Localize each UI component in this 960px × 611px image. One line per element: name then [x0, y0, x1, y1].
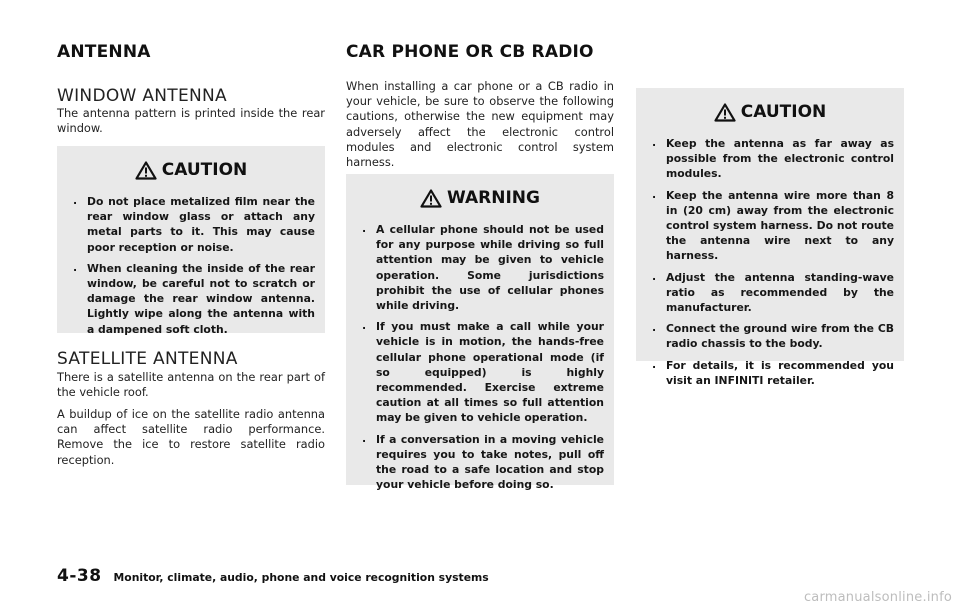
car-phone-intro: When installing a car phone or a CB radio in your vehicle, be sure to observe the following cautions, otherwise the new equipment may adversely affect the electronic control modules and electronic control system harness.	[346, 79, 614, 170]
watermark: carmanualsonline.info	[803, 590, 952, 605]
window-antenna-text: The antenna pattern is printed inside the rear window.	[57, 106, 325, 136]
caution-box-window	[57, 146, 325, 336]
antenna-heading: ANTENNA	[57, 42, 151, 62]
warning-item: . If a conversation in a moving vehicle requires you to take notes, pull off the road to a safe location and stop your vehicle before doing so.	[346, 432, 604, 493]
warning-box	[346, 174, 614, 492]
caution-title: CAUTION	[740, 102, 827, 122]
chapter-title: Monitor, climate, audio, phone and voice recognition systems	[113, 571, 489, 584]
caution-list	[57, 194, 325, 337]
page-number: 4-38	[57, 566, 102, 586]
caution-list	[636, 136, 904, 388]
caution-box-header	[57, 146, 325, 194]
caution-box-header	[636, 88, 904, 136]
caution-item: . When cleaning the inside of the rear window, be careful not to scratch or damage the rear window antenna. Lightly wipe along the antenna with a dampened soft cloth.	[57, 261, 315, 337]
warning-triangle-icon	[135, 161, 157, 180]
satellite-antenna-title: SATELLITE ANTENNA	[57, 349, 238, 369]
warning-list	[346, 222, 614, 492]
caution-box-cb	[636, 88, 904, 387]
caution-item: . Adjust the antenna standing-wave ratio as recommended by the manufacturer.	[636, 270, 894, 316]
warning-item: . A cellular phone should not be used for any purpose while driving so full attention may be given to vehicle operation. Some jurisdictions prohibit the use of cellular phones while driving.	[346, 222, 604, 313]
caution-item: . Keep the antenna wire more than 8 in (20 cm) away from the electronic control system harness. Do not route the antenna wire next to any harness.	[636, 188, 894, 264]
car-phone-heading: CAR PHONE OR CB RADIO	[346, 42, 594, 62]
page-footer	[57, 566, 489, 586]
caution-item: . Keep the antenna as far away as possible from the electronic control modules.	[636, 136, 894, 182]
warning-triangle-icon	[714, 103, 736, 122]
window-antenna-title: WINDOW ANTENNA	[57, 86, 227, 106]
caution-item: . Connect the ground wire from the CB radio chassis to the body.	[636, 321, 894, 351]
satellite-text-1: There is a satellite antenna on the rear part of the vehicle roof.	[57, 370, 325, 400]
caution-title: CAUTION	[161, 160, 248, 180]
satellite-text-2: A buildup of ice on the satellite radio antenna can affect satellite radio performance. Remove the ice to restore satellite radio reception.	[57, 407, 325, 467]
warning-title: WARNING	[447, 188, 540, 208]
warning-triangle-icon	[420, 189, 442, 208]
warning-item: . If you must make a call while your vehicle is in motion, the hands-free cellular phone operational mode (if so equipped) is highly recommended. Exercise extreme caution at all times so full attention may be given to vehicle operation.	[346, 319, 604, 425]
caution-item: . For details, it is recommended you visit an INFINITI retailer.	[636, 358, 894, 388]
warning-box-header	[346, 174, 614, 222]
caution-item: . Do not place metalized film near the rear window glass or attach any metal parts to it. This may cause poor reception or noise.	[57, 194, 315, 255]
